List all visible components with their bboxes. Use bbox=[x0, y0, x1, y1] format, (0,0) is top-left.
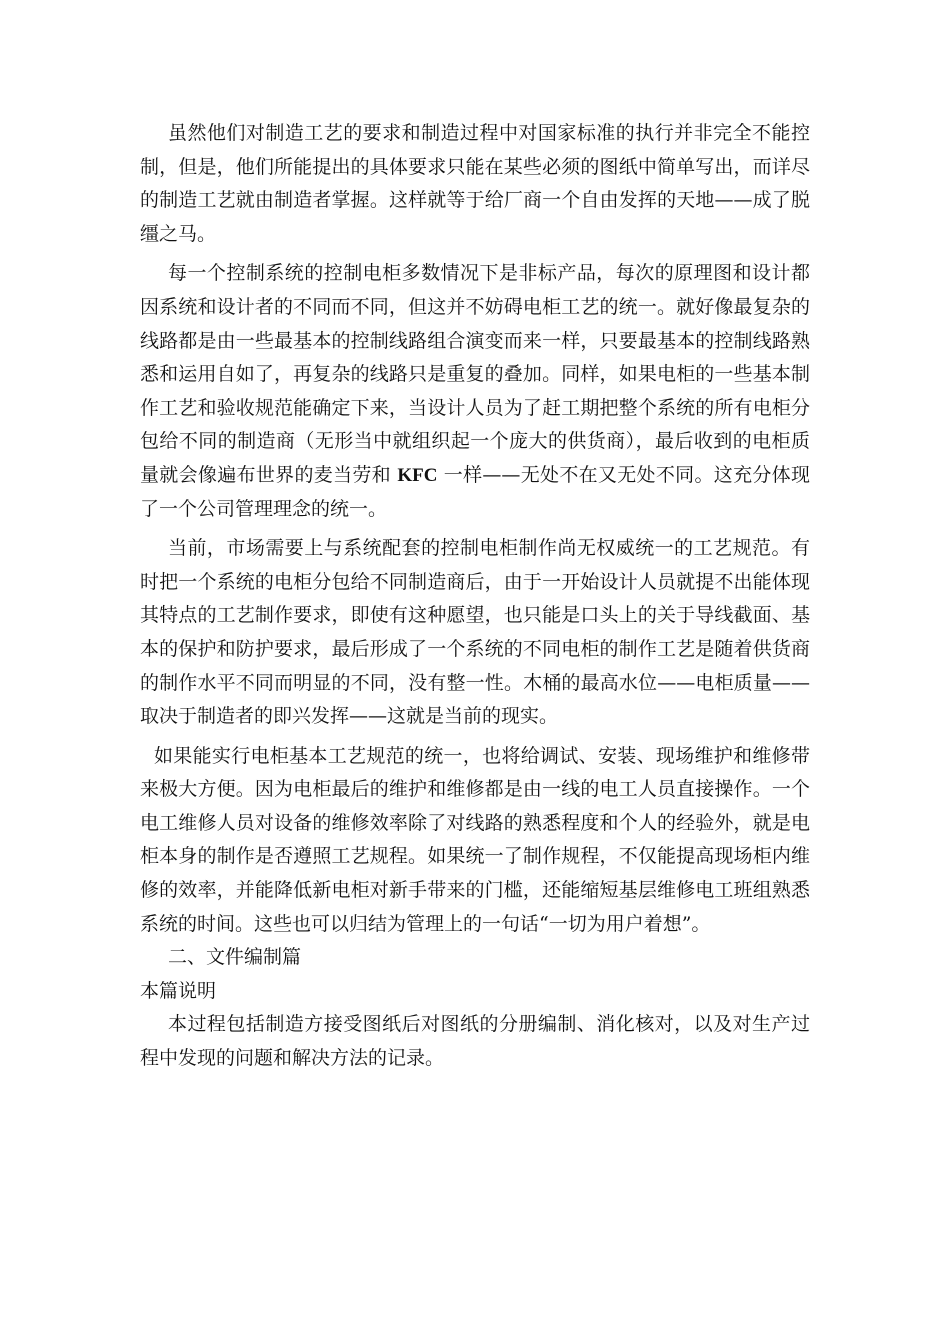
paragraph-text: 如果能实行电柜基本工艺规范的统一，也将给调试、安装、现场维护和维修带来极大方便。因为电柜最后的维护和维修都是由一线的电工人员直接操作。一个电工维修人员对设备的维修效率除了对线路的熟悉程度和个人的经验外，就是电柜本身的制作是否遵照工艺规程。如果统一了制作规程，不仅能提高现场柜内维修的效率，并能降低新电柜对新手带来的门槛，还能缩短基层维修电工班组熟悉系统的时间。这些也可以归结为管理上的一句话“一切为用户着想”。 bbox=[140, 744, 810, 935]
paragraph-text: 虽然他们对制造工艺的要求和制造过程中对国家标准的执行并非完全不能控制，但是，他们所能提出的具体要求只能在某些必须的图纸中简单写出，而详尽的制造工艺就由制造者掌握。这样就等于给厂商一个自由发挥的天地——成了脱缰之马。 bbox=[140, 122, 810, 245]
document-body bbox=[140, 117, 810, 1076]
sub-heading: 本篇说明 bbox=[140, 979, 217, 1002]
paragraph-2 bbox=[140, 257, 810, 526]
paragraph-text: 每一个控制系统的控制电柜多数情况下是非标产品，每次的原理图和设计都因系统和设计者的不同而不同，但这并不妨碍电柜工艺的统一。就好像最复杂的线路都是由一些最基本的控制线路组合演变而来一样，只要最基本的控制线路熟悉和运用自如了，再复杂的线路只是重复的叠加。同样，如果电柜的一些基本制作工艺和验收规范能确定下来，当设计人员为了赶工期把整个系统的所有电柜分包给不同的制造商（无形当中就组织起一个庞大的供货商），最后收到的电柜质量就会像遍布世界的麦当劳和 bbox=[140, 262, 810, 486]
paragraph-1 bbox=[140, 117, 810, 251]
section-heading: 二、文件编制篇 bbox=[168, 946, 302, 969]
brand-name-kfc: KFC bbox=[397, 464, 438, 486]
final-paragraph: 本过程包括制造方接受图纸后对图纸的分册编制、消化核对，以及对生产过程中发现的问题和解决方法的记录。 bbox=[140, 1013, 810, 1070]
paragraph-text: 一样——无处不在又无处不同。这充分体现了一个公司管理理念的统一。 bbox=[140, 463, 810, 520]
paragraph-3 bbox=[140, 532, 810, 734]
paragraph-4 bbox=[140, 740, 810, 942]
paragraph-text: 当前，市场需要上与系统配套的控制电柜制作尚无权威统一的工艺规范。有时把一个系统的电柜分包给不同制造商后，由于一开始设计人员就提不出能体现其特点的工艺制作要求，即使有这种愿望，也只能是口头上的关于导线截面、基本的保护和防护要求，最后形成了一个系统的不同电柜的制作工艺是随着供货商的制作水平不同而明显的不同，没有整一性。木桶的最高水位——电柜质量——取决于制造者的即兴发挥——这就是当前的现实。 bbox=[140, 537, 810, 728]
